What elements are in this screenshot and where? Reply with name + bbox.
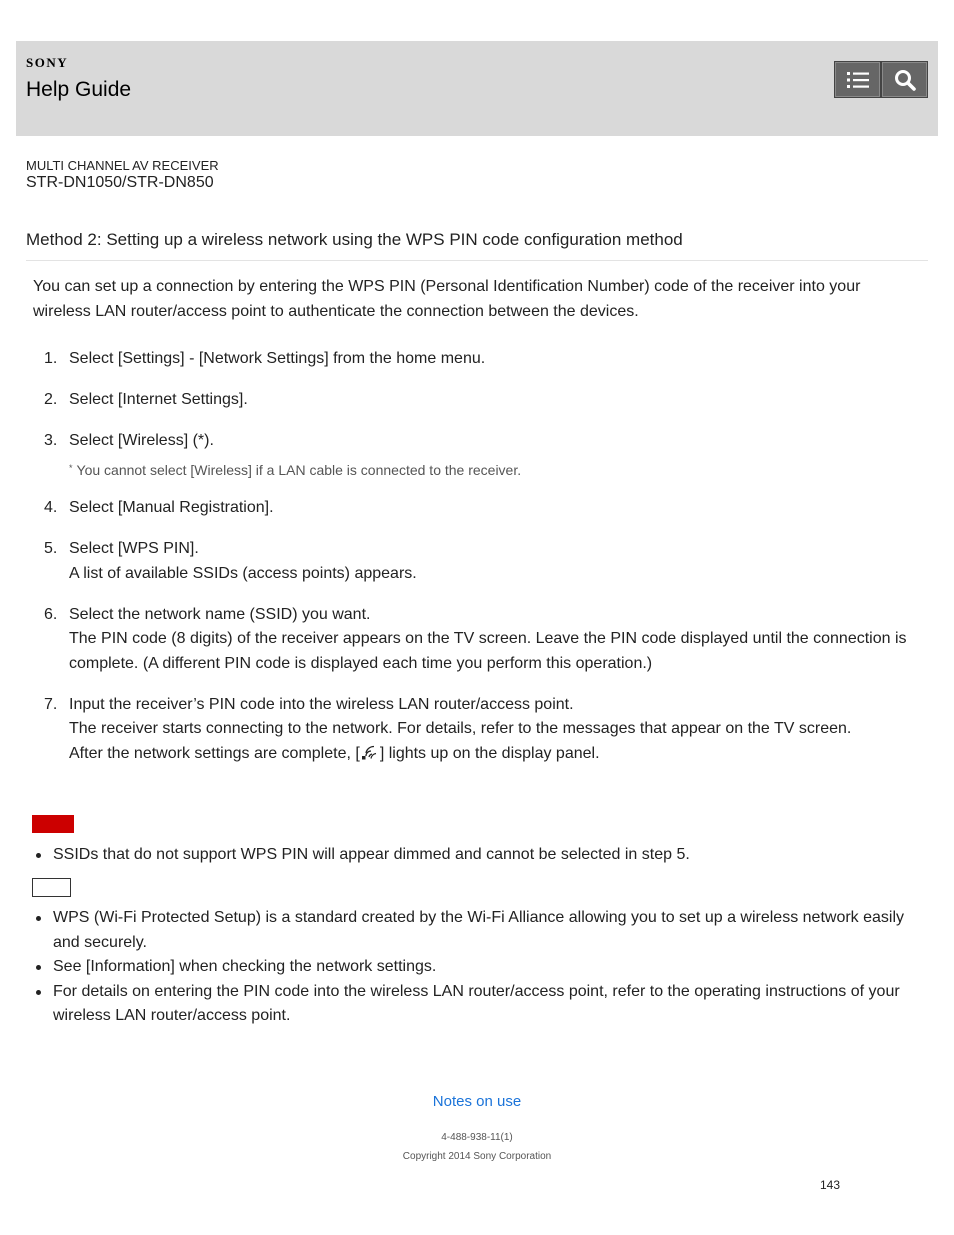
product-type: MULTI CHANNEL AV RECEIVER bbox=[26, 158, 219, 173]
help-guide-title[interactable]: Help Guide bbox=[26, 78, 132, 101]
step-list bbox=[33, 347, 913, 783]
step-item: 5. Select [WPS PIN]. A list of available SSIDs (access points) appears. bbox=[33, 537, 913, 586]
step-detail: The PIN code (8 digits) of the receiver appears on the TV screen. Leave the PIN code displayed until the connection is complete. (A different PIN code is displayed each time you perform this operation.) bbox=[69, 630, 907, 672]
hint-item: WPS (Wi-Fi Protected Setup) is a standard created by the Wi-Fi Alliance allowing you to set up a wireless network easily and securely. bbox=[33, 906, 913, 955]
copyright-text: Copyright 2014 Sony Corporation bbox=[402, 1151, 552, 1162]
list-icon bbox=[846, 70, 870, 90]
page-number: 143 bbox=[820, 1178, 841, 1192]
document-code: 4-488-938-11(1) bbox=[441, 1132, 513, 1143]
note-label bbox=[32, 815, 74, 833]
step-footnote: * You cannot select [Wireless] if a LAN cable is connected to the receiver. bbox=[69, 461, 522, 478]
hint-list bbox=[33, 906, 913, 1029]
sony-logo[interactable]: SONY bbox=[26, 55, 69, 70]
step-item: 4. Select [Manual Registration]. bbox=[33, 496, 913, 521]
step-text: Select [WPS PIN]. bbox=[69, 540, 199, 557]
hint-item: For details on entering the PIN code into the wireless LAN router/access point, refer to the operating instructions of your wireless LAN router/access point. bbox=[33, 980, 913, 1029]
step-text: Select [Settings] - [Network Settings] from the home menu. bbox=[69, 350, 486, 367]
step-item: 7. Input the receiver’s PIN code into the wireless LAN router/access point. The receiver starts connecting to the network. For details, refer to the messages that appear on the TV screen. After the network settings are complete, [ ] lights up on the display panel. bbox=[33, 693, 913, 767]
toc-button[interactable] bbox=[834, 61, 881, 98]
step-detail: After the network settings are complete, [ ] lights up on the display panel. bbox=[69, 744, 600, 762]
hint-item: See [Information] when checking the network settings. bbox=[33, 955, 913, 980]
intro-paragraph: You can set up a connection by entering the WPS PIN (Personal Identification Number) code of the receiver into your wireless LAN router/access point to authenticate the connection between the devices. bbox=[33, 278, 861, 320]
search-button[interactable] bbox=[881, 61, 928, 98]
step-item: 1. Select [Settings] - [Network Settings] from the home menu. bbox=[33, 347, 913, 372]
wireless-indicator-icon bbox=[360, 745, 380, 761]
hint-label bbox=[32, 878, 71, 897]
topic-title: Method 2: Setting up a wireless network using the WPS PIN code configuration method bbox=[26, 230, 683, 249]
step-text: Input the receiver’s PIN code into the wireless LAN router/access point. bbox=[69, 695, 574, 713]
step-text: Select [Wireless] (*). bbox=[69, 432, 214, 449]
step-detail: A list of available SSIDs (access points) appears. bbox=[69, 564, 417, 582]
header-bar bbox=[16, 41, 938, 136]
note-item: SSIDs that do not support WPS PIN will appear dimmed and cannot be selected in step 5. bbox=[33, 843, 913, 868]
step-text: Select [Internet Settings]. bbox=[69, 391, 248, 408]
note-list bbox=[33, 843, 913, 868]
step-detail: The receiver starts connecting to the network. For details, refer to the messages that appear on the TV screen. bbox=[69, 720, 852, 737]
product-model: STR-DN1050/STR-DN850 bbox=[26, 174, 214, 191]
step-item: 6. Select the network name (SSID) you want. The PIN code (8 digits) of the receiver appears on the TV screen. Leave the PIN code displayed until the connection is complete. (A different PIN code is displayed each time you perform this operation.) bbox=[33, 603, 913, 677]
step-item: 3. Select [Wireless] (*). * You cannot select [Wireless] if a LAN cable is connected to the receiver. bbox=[33, 429, 913, 480]
step-text: Select the network name (SSID) you want. bbox=[69, 605, 371, 623]
notes-on-use-link[interactable]: Notes on use bbox=[432, 1093, 522, 1110]
step-item: 2. Select [Internet Settings]. bbox=[33, 388, 913, 413]
title-divider bbox=[26, 260, 928, 261]
search-icon bbox=[893, 68, 917, 92]
step-text: Select [Manual Registration]. bbox=[69, 499, 274, 516]
